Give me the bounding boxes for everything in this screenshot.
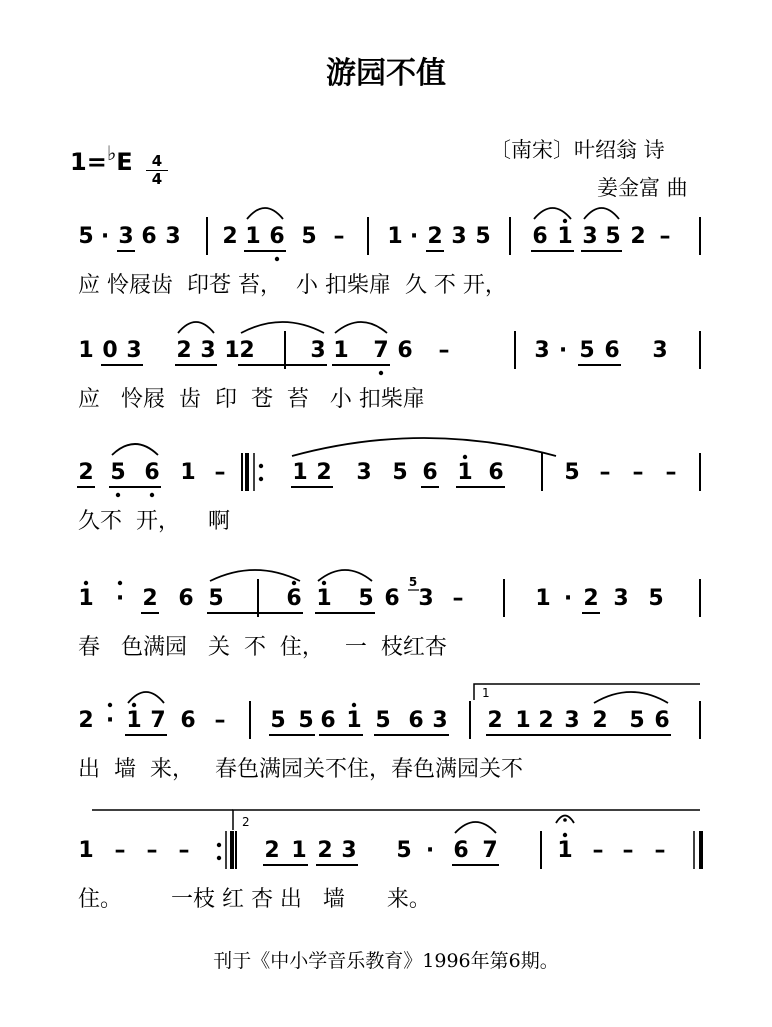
high-octave-dot	[352, 703, 356, 707]
song-title: 游园不值	[326, 56, 446, 91]
note-0-3: 6	[141, 224, 157, 249]
note-3-13: 2	[583, 586, 599, 611]
grace-note: 5	[408, 575, 418, 589]
note-5-8: 5	[396, 838, 412, 863]
note-1-1: 0	[102, 338, 118, 363]
lyrics-line-1: 应 怜屐 齿 印 苍 苔 小 扣柴扉	[78, 387, 425, 412]
note-0-9: –	[333, 224, 345, 249]
slur	[241, 322, 324, 333]
slur	[335, 322, 387, 333]
note-4-16: 3	[564, 708, 580, 733]
high-octave-dot	[563, 833, 567, 837]
note-3-11: 1	[535, 586, 551, 611]
volta-first-number: 1	[482, 686, 490, 700]
note-2-7: 3	[356, 460, 372, 485]
slur	[112, 444, 158, 455]
note-1-2: 3	[126, 338, 142, 363]
note-5-3: –	[178, 838, 190, 863]
note-2-9: 6	[422, 460, 438, 485]
note-4-10: 5	[375, 708, 391, 733]
note-5-9: ·	[425, 838, 435, 863]
note-0-12: 2	[427, 224, 443, 249]
note-4-2: 1	[126, 708, 142, 733]
lyrics-line-0: 应 怜屐齿 印苍 苔， 小 扣柴扉 久 不 开，	[78, 273, 507, 298]
note-3-0: 1	[78, 586, 94, 611]
note-5-2: –	[146, 838, 158, 863]
publication-note: 刊于《中小学音乐教育》1996年第6期。	[213, 950, 559, 972]
note-5-12: 1	[557, 838, 573, 863]
key-tonic: E	[116, 148, 133, 176]
fermata-dot	[563, 818, 567, 822]
slur	[584, 208, 619, 219]
note-0-10: 1	[387, 224, 403, 249]
note-4-13: 2	[487, 708, 503, 733]
note-4-11: 6	[408, 708, 424, 733]
note-2-4: –	[214, 460, 226, 485]
note-4-15: 2	[538, 708, 554, 733]
note-4-18: 5	[629, 708, 645, 733]
note-1-4: 3	[200, 338, 216, 363]
note-2-6: 2	[316, 460, 332, 485]
high-octave-dot	[108, 703, 112, 707]
low-octave-dot	[379, 371, 383, 375]
volta-second-bracket	[233, 810, 700, 830]
high-octave-dot	[84, 581, 88, 585]
note-0-5: 2	[222, 224, 238, 249]
note-4-0: 2	[78, 708, 94, 733]
volta-second-number: 2	[242, 815, 250, 829]
slur	[534, 208, 571, 219]
note-3-8: 6	[384, 586, 400, 611]
note-3-14: 3	[613, 586, 629, 611]
slur	[594, 692, 668, 703]
note-4-14: 1	[515, 708, 531, 733]
note-5-1: –	[114, 838, 126, 863]
note-3-2: 2	[142, 586, 158, 611]
note-0-15: 6	[532, 224, 548, 249]
note-2-0: 2	[78, 460, 94, 485]
note-4-3: 7	[150, 708, 166, 733]
note-5-11: 7	[482, 838, 498, 863]
note-2-2: 6	[144, 460, 160, 485]
high-octave-dot	[322, 581, 326, 585]
note-5-6: 2	[317, 838, 333, 863]
note-4-12: 3	[432, 708, 448, 733]
note-3-4: 5	[208, 586, 224, 611]
note-5-13: –	[592, 838, 604, 863]
note-4-5: –	[214, 708, 226, 733]
repeat-dot	[259, 464, 263, 468]
note-1-3: 2	[176, 338, 192, 363]
note-0-7: 6	[269, 224, 285, 249]
key-prefix: 1=	[70, 148, 107, 176]
note-1-6: 2	[239, 338, 255, 363]
slur	[455, 822, 496, 833]
note-2-12: 5	[564, 460, 580, 485]
note-0-19: 2	[630, 224, 646, 249]
note-0-16: 1	[557, 224, 573, 249]
time-signature-bottom: 4	[151, 170, 163, 188]
note-0-18: 5	[605, 224, 621, 249]
time-signature-top: 4	[151, 152, 163, 170]
note-3-15: 5	[648, 586, 664, 611]
lyrics-line-4: 出 墙 来， 春色满园关不住，春色满园关不	[78, 757, 523, 782]
note-1-10: 6	[397, 338, 413, 363]
note-0-13: 3	[451, 224, 467, 249]
note-2-8: 5	[392, 460, 408, 485]
note-1-14: 5	[579, 338, 595, 363]
note-4-17: 2	[592, 708, 608, 733]
repeat-dot	[259, 477, 263, 481]
low-octave-dot	[116, 493, 120, 497]
note-5-14: –	[622, 838, 634, 863]
note-0-20: –	[659, 224, 671, 249]
slur	[247, 208, 283, 219]
note-5-4: 2	[264, 838, 280, 863]
note-1-16: 3	[652, 338, 668, 363]
note-2-10: 1	[457, 460, 473, 485]
phrase-slur	[292, 438, 556, 456]
note-2-14: –	[632, 460, 644, 485]
note-3-3: 6	[178, 586, 194, 611]
low-octave-dot	[150, 493, 154, 497]
low-octave-dot	[275, 257, 279, 261]
repeat-dot	[217, 856, 221, 860]
note-5-15: –	[654, 838, 666, 863]
note-4-1: ·	[105, 708, 115, 733]
note-4-9: 1	[346, 708, 362, 733]
high-octave-dot	[292, 581, 296, 585]
note-5-10: 6	[453, 838, 469, 863]
repeat-dot	[217, 843, 221, 847]
note-5-0: 1	[78, 838, 94, 863]
note-2-3: 1	[180, 460, 196, 485]
high-octave-dot	[132, 703, 136, 707]
note-1-8: 1	[333, 338, 349, 363]
slur	[178, 322, 214, 333]
note-4-7: 5	[298, 708, 314, 733]
poet-credit: 〔南宋〕叶绍翁 诗	[490, 138, 665, 162]
note-0-2: 3	[118, 224, 134, 249]
note-0-4: 3	[165, 224, 181, 249]
note-0-8: 5	[301, 224, 317, 249]
note-1-15: 6	[604, 338, 620, 363]
note-1-7: 3	[310, 338, 326, 363]
slur	[318, 570, 372, 581]
note-2-1: 5	[110, 460, 126, 485]
slur	[128, 692, 164, 703]
high-octave-dot	[463, 455, 467, 459]
high-octave-dot	[563, 219, 567, 223]
note-3-5: 6	[286, 586, 302, 611]
note-3-7: 5	[358, 586, 374, 611]
lyrics-line-3: 春 色满园 关 不 住， 一 枝红杏	[78, 635, 447, 660]
note-1-13: ·	[558, 338, 568, 363]
note-5-7: 3	[341, 838, 357, 863]
note-2-15: –	[665, 460, 677, 485]
note-3-1: ·	[115, 586, 125, 611]
note-2-5: 1	[292, 460, 308, 485]
volta-first-bracket	[474, 684, 700, 700]
note-0-1: ·	[100, 224, 110, 249]
note-4-4: 6	[180, 708, 196, 733]
note-3-6: 1	[316, 586, 332, 611]
note-1-9: 7	[373, 338, 389, 363]
flat-icon: ♭	[106, 141, 117, 165]
note-4-6: 5	[270, 708, 286, 733]
note-2-13: –	[599, 460, 611, 485]
note-1-12: 3	[534, 338, 550, 363]
slur	[210, 570, 300, 581]
note-1-5: 1	[224, 338, 240, 363]
note-0-14: 5	[475, 224, 491, 249]
note-0-6: 1	[245, 224, 261, 249]
note-3-9: 3	[418, 586, 434, 611]
note-3-10: –	[452, 586, 464, 611]
note-3-12: ·	[563, 586, 573, 611]
note-0-17: 3	[582, 224, 598, 249]
note-0-11: ·	[409, 224, 419, 249]
note-2-11: 6	[488, 460, 504, 485]
note-0-0: 5	[78, 224, 94, 249]
lyrics-line-5: 住。 一枝 红 杏 出 墙 来。	[78, 887, 431, 912]
note-1-0: 1	[78, 338, 94, 363]
high-octave-dot	[118, 581, 122, 585]
note-1-11: –	[438, 338, 450, 363]
note-4-8: 6	[320, 708, 336, 733]
composer-credit: 姜金富 曲	[597, 176, 688, 200]
note-4-19: 6	[654, 708, 670, 733]
note-5-5: 1	[291, 838, 307, 863]
lyrics-line-2: 久不 开， 啊	[78, 509, 230, 534]
